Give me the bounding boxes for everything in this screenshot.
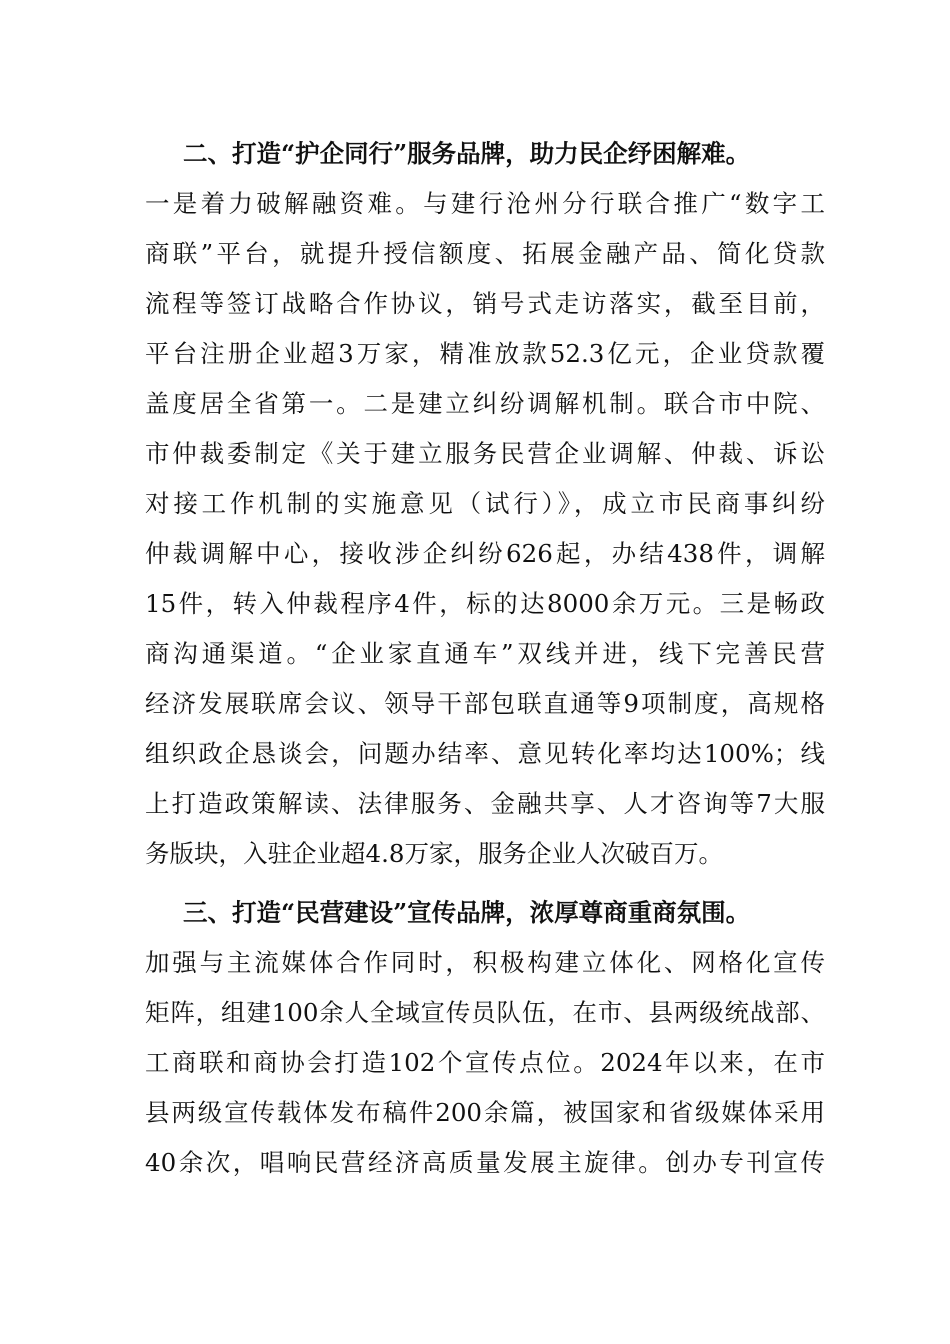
paragraph-line: 组织政企恳谈会，问题办结率、意见转化率均达100%；线 bbox=[145, 739, 825, 768]
paragraph-line: 加强与主流媒体合作同时，积极构建立体化、网格化宣传 bbox=[145, 948, 825, 977]
paragraph-line: 盖度居全省第一。二是建立纠纷调解机制。联合市中院、 bbox=[145, 389, 825, 418]
paragraph-line: 对接工作机制的实施意见（试行）》，成立市民商事纠纷 bbox=[145, 489, 825, 518]
paragraph-line: 工商联和商协会打造102个宣传点位。2024年以来，在市 bbox=[145, 1048, 825, 1077]
paragraph-line: 流程等签订战略合作协议，销号式走访落实，截至目前， bbox=[145, 289, 825, 318]
paragraph-line: 平台注册企业超3万家，精准放款52.3亿元，企业贷款覆 bbox=[145, 339, 825, 368]
paragraph-line: 市仲裁委制定《关于建立服务民营企业调解、仲裁、诉讼 bbox=[145, 439, 825, 468]
paragraph-line: 15件，转入仲裁程序4件，标的达8000余万元。三是畅政 bbox=[145, 589, 825, 618]
paragraph-line: 仲裁调解中心，接收涉企纠纷626起，办结438件，调解 bbox=[145, 539, 825, 568]
paragraph-line: 一是着力破解融资难。与建行沧州分行联合推广“数字工 bbox=[145, 189, 825, 218]
section-heading-3: 三、打造“民营建设”宣传品牌，浓厚尊商重商氛围。 bbox=[183, 898, 751, 927]
paragraph-line: 商沟通渠道。“企业家直通车”双线并进，线下完善民营 bbox=[145, 639, 825, 668]
paragraph-line: 40余次，唱响民营经济高质量发展主旋律。创办专刊宣传 bbox=[145, 1148, 825, 1177]
paragraph-line: 商联”平台，就提升授信额度、拓展金融产品、简化贷款 bbox=[145, 239, 825, 268]
paragraph-line: 矩阵，组建100余人全域宣传员队伍，在市、县两级统战部、 bbox=[145, 998, 825, 1027]
paragraph-line: 经济发展联席会议、领导干部包联直通等9项制度，高规格 bbox=[145, 689, 825, 718]
paragraph-line-last: 务版块，入驻企业超4.8万家，服务企业人次破百万。 bbox=[145, 839, 723, 868]
section-heading-2: 二、打造“护企同行”服务品牌，助力民企纾困解难。 bbox=[183, 139, 751, 168]
paragraph-line: 上打造政策解读、法律服务、金融共享、人才咨询等7大服 bbox=[145, 789, 825, 818]
paragraph-line: 县两级宣传载体发布稿件200余篇，被国家和省级媒体采用 bbox=[145, 1098, 825, 1127]
